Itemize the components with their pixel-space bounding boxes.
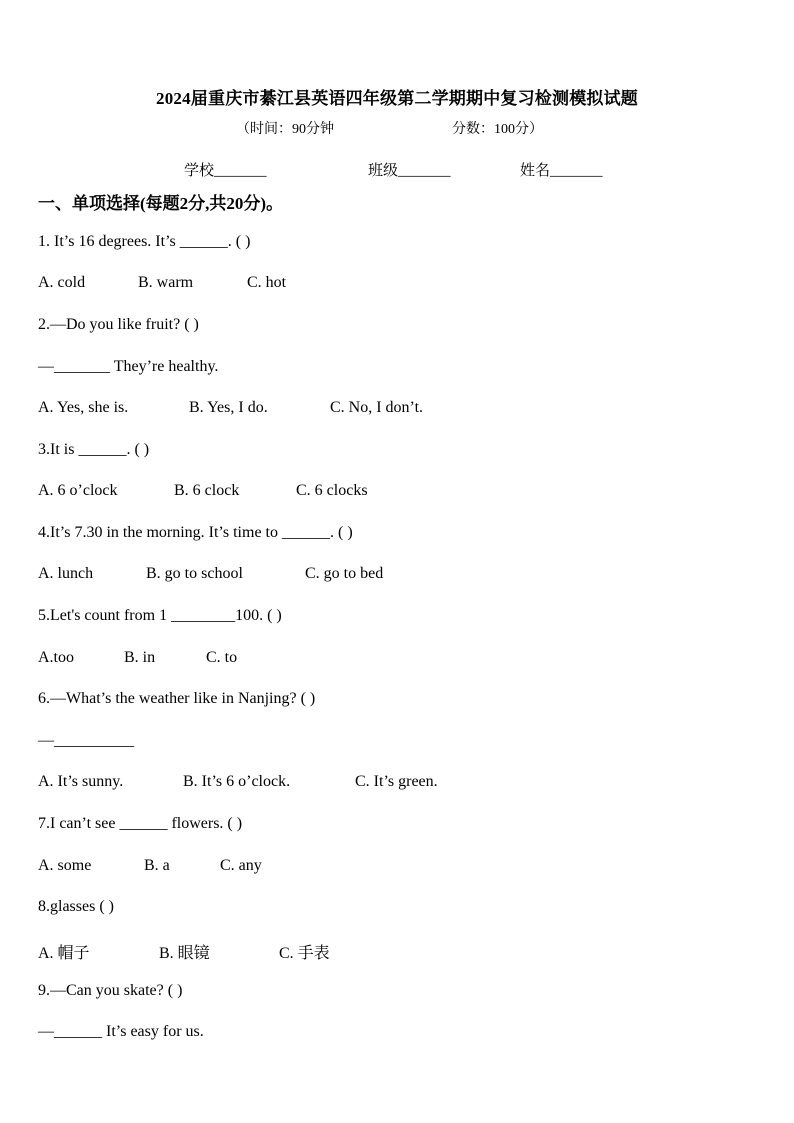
option[interactable]: A. lunch [38,565,94,582]
option[interactable]: C. hot [247,274,287,291]
option[interactable]: B. Yes, I do. [189,399,268,416]
option[interactable]: B. 眼镜 [159,945,210,962]
question-2: 2.—Do you like fruit? ( ) [38,316,199,333]
school-field[interactable]: 学校_______ [184,163,267,179]
name-field[interactable]: 姓名_______ [520,163,603,179]
question-5: 5.Let's count from 1 ________100. ( ) [38,607,282,624]
option[interactable]: B. a [144,857,170,874]
exam-title: 2024届重庆市綦江县英语四年级第二学期期中复习检测模拟试题 [156,89,638,108]
option[interactable]: A. 6 o’clock [38,482,118,499]
option[interactable]: A. some [38,857,92,874]
answer-line-9: —______ It’s easy for us. [38,1023,204,1040]
option[interactable]: B. It’s 6 o’clock. [183,773,291,790]
exam-score: 分数：100分） [452,122,543,137]
option[interactable]: A. Yes, she is. [38,399,129,416]
option[interactable]: A. cold [38,274,86,291]
option[interactable]: C. any [220,857,262,874]
option[interactable]: C. 6 clocks [296,482,368,499]
option[interactable]: B. warm [138,274,194,291]
option[interactable]: A.too [38,649,74,666]
question-4: 4.It’s 7.30 in the morning. It’s time to ______. ( ) [38,524,353,541]
option[interactable]: B. in [124,649,156,666]
option[interactable]: C. to [206,649,238,666]
class-field[interactable]: 班级_______ [368,163,451,179]
answer-line-6: —__________ [38,732,134,749]
option[interactable]: A. 帽子 [38,945,90,962]
question-8: 8.glasses ( ) [38,898,114,915]
question-6: 6.—What’s the weather like in Nanjing? ( ) [38,690,316,707]
question-7: 7.I can’t see ______ flowers. ( ) [38,815,243,832]
option[interactable]: C. go to bed [305,565,384,582]
question-1: 1. It’s 16 degrees. It’s ______. ( ) [38,233,251,250]
option[interactable]: C. 手表 [279,945,330,962]
question-3: 3.It is ______. ( ) [38,441,150,458]
question-9: 9.—Can you skate? ( ) [38,982,183,999]
option[interactable]: C. It’s green. [355,773,438,790]
answer-line-2: —_______ They’re healthy. [38,358,219,375]
option[interactable]: C. No, I don’t. [330,399,424,416]
option[interactable]: B. go to school [146,565,243,582]
option[interactable]: A. It’s sunny. [38,773,124,790]
exam-time: （时间：90分钟 [236,122,334,137]
section-title: 一、单项选择(每题2分,共20分)。 [38,194,284,213]
option[interactable]: B. 6 clock [174,482,240,499]
